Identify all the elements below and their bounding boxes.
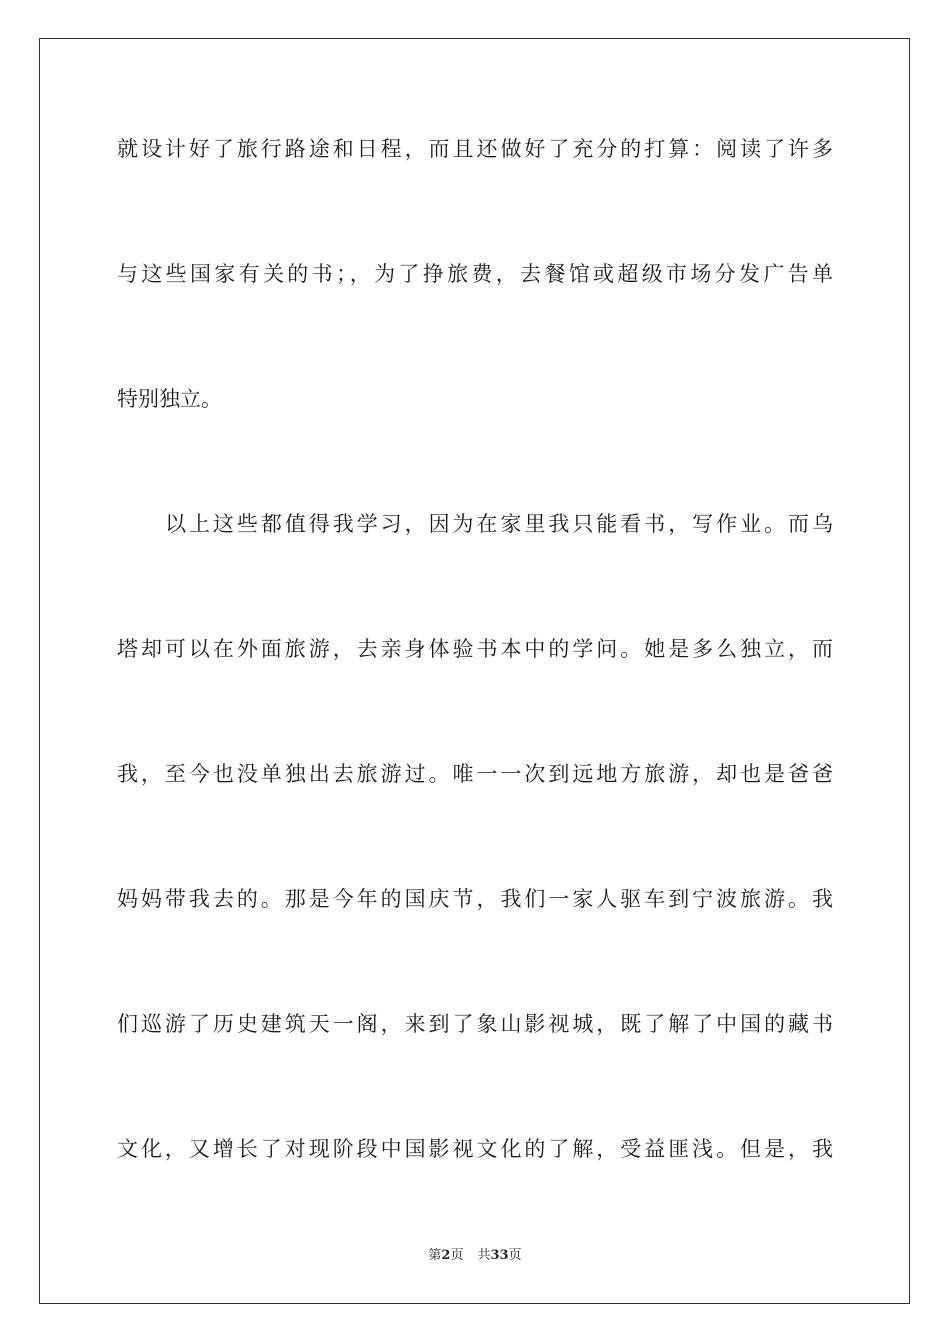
text-line-9: 文化，又增长了对现阶段中国影视文化的了解，受益匪浅。但是，我 <box>117 1137 833 1161</box>
page-suffix: 页 <box>450 1248 464 1263</box>
page-number: 2 <box>441 1248 451 1263</box>
page-footer <box>0 1247 950 1265</box>
page-border <box>39 38 910 1304</box>
text-line-7: 妈妈带我去的。那是今年的国庆节，我们一家人驱车到宁波旅游。我 <box>117 887 833 911</box>
page-prefix: 第 <box>428 1248 442 1263</box>
text-line-2: 与这些国家有关的书；，为了挣旅费，去餐馆或超级市场分发广告单 <box>117 262 833 286</box>
text-line-4: 以上这些都值得我学习，因为在家里我只能看书，写作业。而乌 <box>165 512 833 536</box>
total-prefix: 共 <box>477 1248 491 1263</box>
text-line-1: 就设计好了旅行路途和日程，而且还做好了充分的打算：阅读了许多 <box>117 137 833 161</box>
text-line-3: 特别独立。 <box>117 387 222 411</box>
text-line-8: 们巡游了历史建筑天一阁，来到了象山影视城，既了解了中国的藏书 <box>117 1012 833 1036</box>
total-suffix: 页 <box>508 1248 522 1263</box>
total-pages: 33 <box>490 1248 509 1263</box>
text-line-5: 塔却可以在外面旅游，去亲身体验书本中的学问。她是多么独立，而 <box>117 637 833 661</box>
text-line-6: 我，至今也没单独出去旅游过。唯一一次到远地方旅游，却也是爸爸 <box>117 762 833 786</box>
